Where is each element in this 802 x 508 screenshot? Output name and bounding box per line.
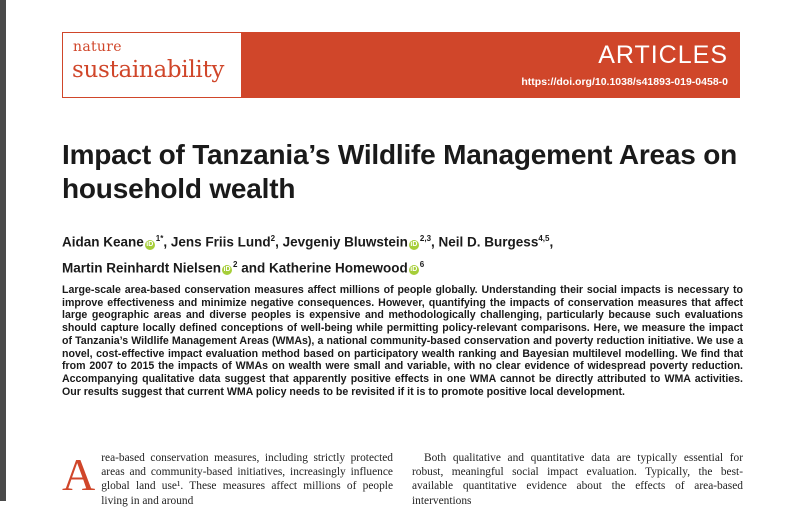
abstract: Large-scale area-based conservation measures affect millions of people globally. Understanding their social impacts is necessary to improve effectiveness and minimize negative consequences. However, quantifying the impacts of conservation measures that affect large geographic areas and diverse peoples is expensive and methodologically challenging, particularly because such evaluations should capture locally defined conceptions of well-being while permitting policy-relevant comparisons. Here, we measure the impact of Tanzania’s Wildlife Management Areas (WMAs), a national community-based conservation and poverty reduction initiative. We use a novel, cost-effective impact evaluation method based on participatory wealth ranking and Bayesian multilevel modelling. We find that from 2007 to 2015 the impacts of WMAs on wealth were small and variable, with no clear evidence of widespread poverty reduction. Accompanying qualitative data suggest that apparently positive effects in one WMA cannot be directly attributed to WMA activities. Our results suggest that current WMA policy needs to be revisited if it is to promote positive local development. (62, 284, 743, 398)
journal-logo[interactable] (62, 32, 242, 98)
body-text-left: rea-based conservation measures, including strictly protected areas and community-based initiatives, increasingly influence global land use¹. These measures affect millions of people living in and around (101, 452, 393, 507)
author-affiliation-sup: 2,3 (419, 234, 432, 243)
author-list (62, 228, 752, 279)
page-edge (0, 0, 6, 501)
author-name[interactable]: Martin Reinhardt Nielsen (62, 260, 222, 275)
body-column-right: Both qualitative and quantitative data are typically essential for robust, meaningful social impact evaluation. Typically, the best-available quantitative evidence about the effects of area-based interventions (412, 452, 743, 507)
orcid-icon[interactable]: iD (223, 266, 231, 273)
journal-header-banner (62, 32, 740, 98)
author-separator: , (431, 234, 439, 250)
article-title: Impact of Tanzania’s Wildlife Management Areas on household wealth (62, 139, 738, 204)
orcid-icon[interactable]: iD (410, 240, 418, 248)
author-name[interactable]: Neil D. Burgess (438, 234, 539, 250)
author-name[interactable]: Jens Friis Lund (170, 234, 271, 250)
section-label: ARTICLES (598, 41, 728, 69)
orcid-icon[interactable]: iD (146, 240, 154, 248)
author-separator: , (275, 234, 283, 250)
author-affiliation-sup: 2 (233, 259, 238, 269)
body-column-left (62, 451, 393, 508)
author-affiliation-sup: 4,5 (538, 234, 550, 243)
doi-link[interactable]: https://doi.org/10.1038/s41893-019-0458-0 (521, 76, 728, 88)
author-separator: and (237, 260, 269, 275)
author-name[interactable]: Aidan Keane (62, 234, 144, 250)
author-separator: , (549, 234, 554, 250)
author-affiliation-sup: 1* (155, 234, 164, 243)
orcid-icon[interactable]: iD (410, 266, 418, 273)
drop-cap: A (62, 449, 96, 500)
logo-sustainability-text: sustainability (72, 57, 225, 83)
author-name[interactable]: Katherine Homewood (269, 260, 408, 275)
author-affiliation-sup: 6 (419, 259, 425, 269)
author-separator: , (163, 234, 171, 250)
author-name[interactable]: Jevgeniy Bluwstein (282, 234, 408, 250)
logo-nature-text: nature (73, 39, 122, 55)
author-affiliation-sup: 2 (270, 234, 276, 243)
